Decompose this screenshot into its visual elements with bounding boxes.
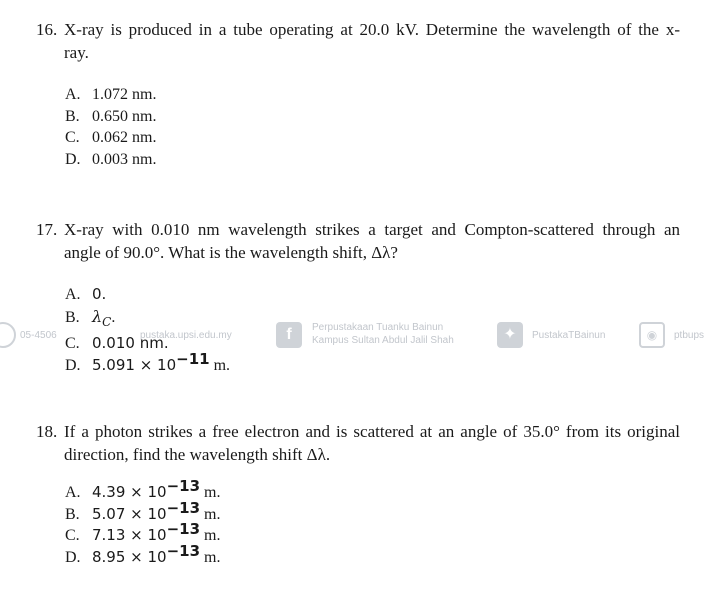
question-text-line1	[36, 18, 680, 41]
option-subscript: C	[102, 314, 112, 329]
watermark-site: pustaka.upsi.edu.my	[140, 330, 232, 341]
option-unit: m.	[200, 505, 221, 523]
question-18	[36, 420, 680, 466]
option-c[interactable]	[65, 127, 156, 149]
question-16	[36, 18, 680, 64]
watermark-library-name: Perpustakaan Tuanku Bainun	[312, 322, 444, 333]
option-text: 0.	[92, 285, 107, 303]
option-letter: D.	[65, 356, 81, 374]
option-exponent: −13	[166, 477, 201, 495]
option-text: 1.072 nm.	[92, 86, 157, 103]
option-unit: m.	[200, 527, 221, 544]
question-number: 16.	[36, 20, 58, 39]
question-text-line2: ray.	[64, 43, 89, 62]
option-text: 0.003 nm.	[92, 150, 157, 168]
option-exponent: −11	[176, 349, 210, 368]
option-text: 0.062 nm.	[92, 129, 157, 146]
option-letter: B.	[65, 505, 80, 523]
watermark-twitter: PustakaTBainun	[532, 330, 606, 341]
option-letter: C.	[65, 527, 80, 544]
option-mantissa: 7.13 × 10	[92, 526, 167, 544]
question-text: X-ray with 0.010 nm wavelength strikes a target and Compton-scattered through an	[64, 220, 680, 239]
option-letter: D.	[65, 548, 81, 566]
question-text-line1	[36, 420, 680, 443]
twitter-icon: ✦	[497, 322, 523, 348]
question-number: 17.	[36, 220, 58, 239]
option-text: 0.650 nm.	[92, 107, 157, 125]
watermark-library-campus: Kampus Sultan Abdul Jalil Shah	[312, 335, 454, 346]
option-text: 0.010 nm.	[92, 334, 169, 353]
option-letter: B.	[65, 308, 80, 326]
option-b[interactable]	[65, 306, 230, 334]
option-letter: A.	[65, 286, 81, 303]
question-text-line1	[36, 218, 680, 241]
option-a[interactable]	[65, 84, 156, 106]
instagram-icon: ◉	[639, 322, 665, 348]
options-18	[65, 477, 221, 568]
facebook-icon: f	[276, 322, 302, 348]
option-letter: A.	[65, 86, 81, 103]
option-letter: D.	[65, 150, 81, 168]
option-letter: C.	[65, 129, 80, 146]
option-mantissa: 5.07 × 10	[92, 504, 167, 523]
option-mantissa: 5.091 × 10	[92, 355, 177, 374]
option-d[interactable]	[65, 541, 221, 569]
question-number: 18.	[36, 422, 58, 441]
option-letter: C.	[65, 335, 80, 353]
phone-icon	[0, 322, 16, 348]
question-text: X-ray is produced in a tube operating at 20.0 kV. Determine the wavelength of the x-	[64, 20, 680, 39]
question-text-line2: direction, find the wavelength shift Δλ.	[64, 445, 331, 464]
question-text: If a photon strikes a free electron and is scattered at an angle of 35.0° from its original	[64, 422, 680, 441]
option-period: .	[111, 308, 116, 326]
watermark-instagram: ptbups	[674, 330, 705, 341]
option-letter: A.	[65, 484, 81, 501]
option-lambda: λ	[92, 306, 103, 326]
options-16	[65, 84, 156, 170]
options-17	[65, 284, 230, 376]
option-letter: B.	[65, 107, 80, 125]
option-unit: m.	[200, 548, 221, 566]
option-exponent: −13	[166, 520, 201, 538]
option-d[interactable]	[65, 349, 231, 377]
option-a[interactable]	[65, 284, 230, 306]
question-text-line2: angle of 90.0°. What is the wavelength shift, Δλ?	[64, 243, 398, 262]
option-exponent: −13	[166, 541, 201, 560]
question-17	[36, 218, 680, 264]
option-mantissa: 8.95 × 10	[92, 547, 167, 566]
option-mantissa: 4.39 × 10	[92, 483, 167, 501]
option-b[interactable]	[65, 106, 156, 128]
option-d[interactable]	[65, 149, 156, 171]
option-unit: m.	[200, 484, 221, 501]
option-unit: m.	[209, 356, 231, 374]
watermark-phone: 05-4506	[20, 330, 57, 341]
option-exponent: −13	[166, 498, 201, 517]
